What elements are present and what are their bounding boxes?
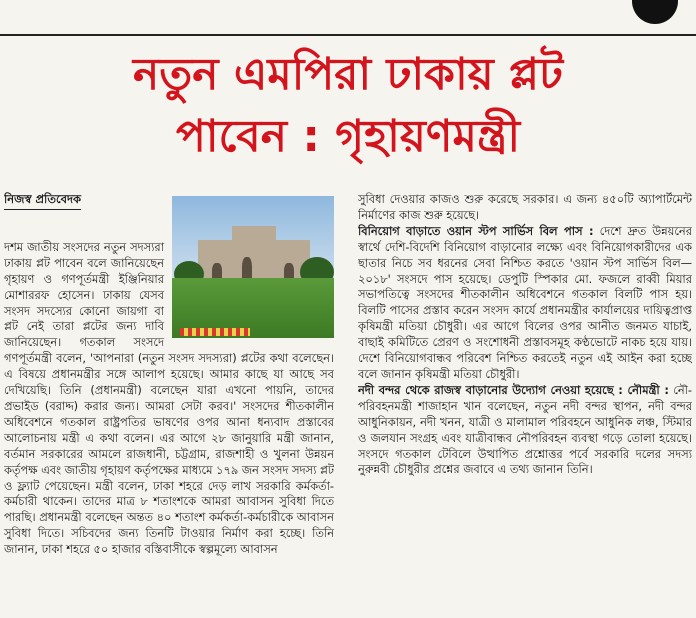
article-column-left — [4, 192, 334, 618]
photo-building-center — [232, 226, 276, 284]
parliament-photo — [172, 196, 334, 338]
photo-flowers — [180, 328, 250, 336]
article-paragraph: সুবিধা দেওয়ার কাজও শুরু করেছে সরকার। এ জন্য ৪৫০টি অ্যাপার্টমেন্ট নির্মাণের কাজ শুরু হয়েছে। — [358, 192, 692, 222]
headline-line-1: নতুন এমপিরা ঢাকায় প্লট — [133, 49, 563, 100]
headline-line-2: পাবেন : গৃহায়ণমন্ত্রী — [175, 111, 521, 162]
byline: নিজস্ব প্রতিবেদক — [4, 192, 81, 210]
article-column-right — [358, 192, 692, 618]
page-number-badge — [632, 0, 678, 24]
article-paragraph: দেশে দ্রুত উন্নয়নের স্বার্থে দেশি-বিদেশি বিনিয়োগ বাড়ানোর লক্ষ্যে এবং বিনিয়োগকারীদের এক ছাতার নিচে সব ধরনের সেবা নিশ্চিত করতে 'ওয়ান স্টপ সার্ভিস বিল— ২০১৮' সংসদে পাস হয়েছে। ডেপুটি স্পিকার মো. ফজলে রাব্বী মিয়ার সভাপতিত্বে সংসদের শীতকালীন অধিবেশনে গতকাল বিলটি পাস হয়। বিলটি পাসের প্রস্তাব করেন সংসদ কার্যে প্রধানমন্ত্রীর কার্যালয়ের দায়িত্বপ্রাপ্ত কৃষিমন্ত্রী মতিয়া চৌধুরী। এর আগে বিলের ওপর আনীত জনমত যাচাই, বাছাই কমিটিতে প্রেরণ ও সংশোধনী প্রস্তাবসমূহ কণ্ঠভোটে নাকচ হয়ে যায়। দেশে বিনিয়োগবান্ধব পরিবেশ নিশ্চিত করতেই নতুন এই আইন করা হচ্ছে বলে জানান কৃষিমন্ত্রী মতিয়া চৌধুরী। — [358, 223, 692, 381]
article-paragraph: নৌ-পরিবহনমন্ত্রী শাজাহান খান বলেছেন, নতুন নদী বন্দর স্থাপন, নদী বন্দর আধুনিকায়ন, নদী খনন, যাত্রী ও মালামাল পরিবহনে আধুনিক লঞ্চ, স্টিমার ও জলযান সংগ্রহ এবং যাত্রীবান্ধব নৌপরিবহন ব্যবস্থা গড়ে তোলা হয়েছে। সংসদে গতকাল টেবিলে উত্থাপিত প্রশ্নোত্তর পর্বে সরকারি দলের সদস্য নুরুন্নবী চৌধুরীর প্রশ্নের জবাবে এ তথ্য জানান তিনি। — [358, 382, 692, 477]
subheading-river-port: নদী বন্দর থেকে রাজস্ব বাড়ানোর উদ্যোগ নেওয়া হয়েছে : নৌমন্ত্রী : — [358, 382, 669, 397]
subheading-one-stop-bill: বিনিয়োগ বাড়াতে ওয়ান স্টপ সার্ভিস বিল পাস : — [358, 223, 594, 238]
article-paragraph: দশম জাতীয় সংসদের নতুন সদস্যরা ঢাকায় প্লট পাবেন বলে জানিয়েছেন গৃহায়ণ ও গণপূর্তমন্ত্রী ইঞ্জিনিয়ার মোশাররফ হোসেন। ঢাকায় যেসব সংসদ সদস্যের কোনো জায়গা বা প্লট নেই তারা প্লটের জন্য দাবি জানিয়েছেন। গতকাল সংসদে গণপূর্তমন্ত্রী বলেন, 'আপনারা (নতুন সংসদ সদস্যরা) প্লটের কথা বলেছেন। এ বিষয়ে প্রধানমন্ত্রীর সঙ্গে আলাপ হয়েছে। আমার কাছে যা আছে সব দেখিয়েছি। তিনি (প্রধানমন্ত্রী) বলেছেন যারা এখনো পায়নি, তাদের প্রভাইড (বরাদ্দ) করার জন্য। আমরা সেটা করব।' সংসদের শীতকালীন অধিবেশনে গতকাল রাষ্ট্রপতির ভাষণের ওপর আনা ধন্যবাদ প্রস্তাবের আলোচনায় মন্ত্রী এ কথা বলেন। এর আগে ২৮ জানুয়ারি মন্ত্রী জানান, বর্তমান সরকারের আমলে রাজধানী, চট্টগ্রাম, রাজশাহী ও খুলনা উন্নয়ন কর্তৃপক্ষ এবং জাতীয় গৃহায়ণ কর্তৃপক্ষের মাধ্যমে ১৭৯ জন সংসদ সদস্য প্লট ও ফ্ল্যাট পেয়েছেন। মন্ত্রী বলেন, ঢাকা শহরে দেড় লাখ সরকারি কর্মকর্তা-কর্মচারী থাকেন। তাদের মাত্র ৮ শতাংশকে আমরা আবাসন সুবিধা দিতে পারছি। প্রধানমন্ত্রী বলেছেন অন্তত ৪০ শতাংশ কর্মকর্তা-কর্মচারীকে আবাসন সুবিধা দিতে। সচিবদের জন্য তিনটি টাওয়ার নির্মাণ করা হচ্ছে। তিনি জানান, ঢাকা শহরে ৫০ হাজার বস্তিবাসীকে স্বল্পমূল্যে আবাসন — [4, 239, 334, 557]
top-rule — [0, 34, 696, 36]
headline — [0, 44, 696, 168]
